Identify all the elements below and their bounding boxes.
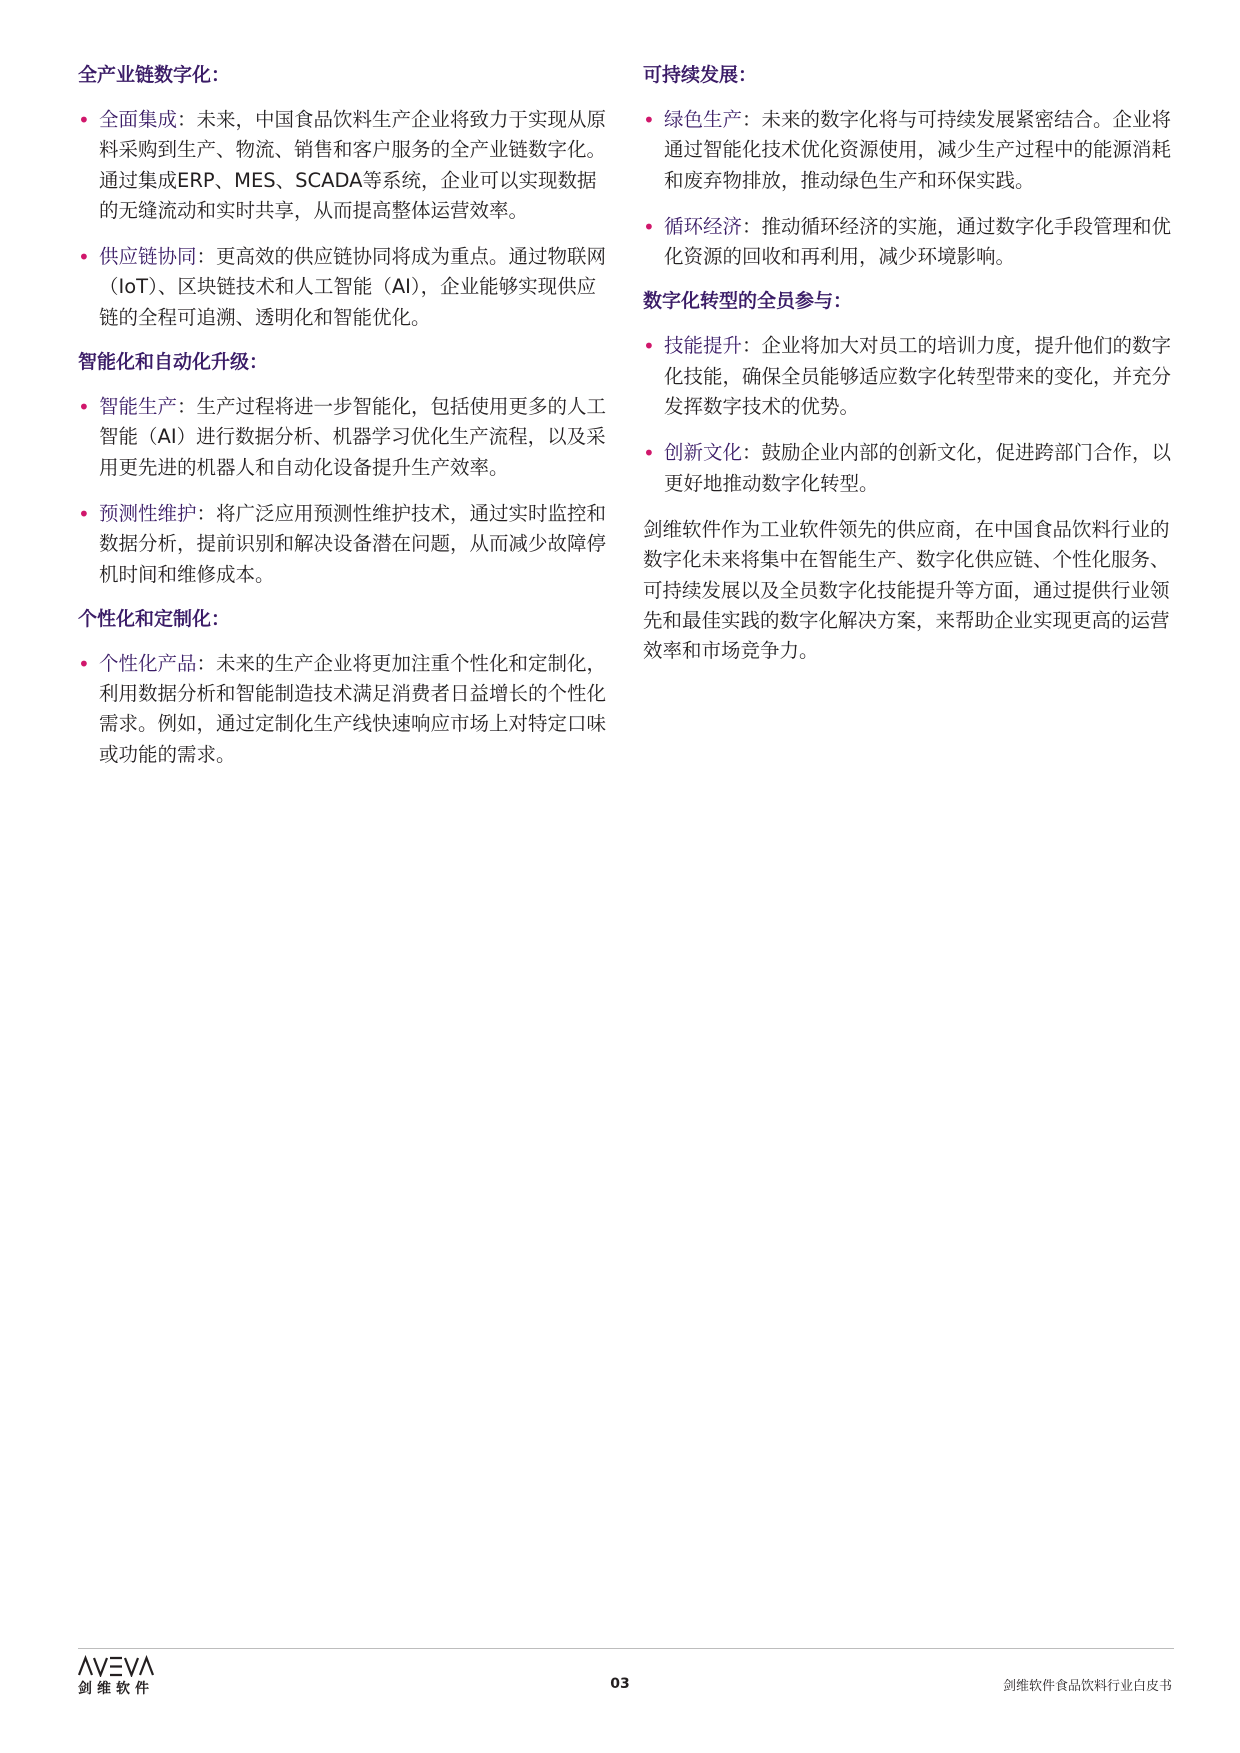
item-term: 技能提升 (664, 334, 743, 358)
item-term: 个性化产品 (99, 651, 197, 675)
list-item (643, 331, 1173, 422)
item-text: ：将广泛应用预测性维护技术，通过实时监控和数据分析，提前识别和解决设备潜在问题，从而减少故障停机时间和维修成本。 (99, 501, 607, 586)
item-text: ：未来的数字化将与可持续发展紧密结合。企业将通过智能化技术优化资源使用，减少生产过程中的能源消耗和废弃物排放，推动绿色生产和环保实践。 (664, 108, 1172, 192)
closing-paragraph: 剑维软件作为工业软件领先的供应商，在中国食品饮料行业的数字化未来将集中在智能生产、数字化供应链、个性化服务、可持续发展以及全员数字化技能提升等方面，通过提供行业领先和最佳实践的数字化解决方案，来帮助企业实现更高的运营效率和市场竞争力。 (643, 517, 1170, 663)
list-item (78, 649, 610, 770)
section-heading: 智能化和自动化升级： (78, 351, 269, 374)
logo-cn-text: 剑维软件 (78, 1681, 154, 1697)
item-text: ：更高效的供应链协同将成为重点。通过物联网（IoT）、区块链技术和人工智能（AI），企业能够实现供应链的全程可追溯、透明化和智能优化。 (99, 245, 607, 329)
list-item (643, 438, 1173, 499)
bullet-icon: • (643, 441, 655, 466)
section-heading: 数字化转型的全员参与： (643, 290, 853, 313)
bullet-icon: • (643, 108, 655, 132)
right-column (643, 62, 1173, 666)
item-term: 绿色生产 (664, 108, 743, 131)
list-item (78, 105, 610, 226)
list-item (78, 242, 610, 333)
item-text: ：未来，中国食品饮料生产企业将致力于实现从原料采购到生产、物流、销售和客户服务的全产业链数字化。通过集成ERP、MES、SCADA等系统，企业可以实现数据的无缝流动和实时共享，从而提高整体运营效率。 (99, 108, 607, 222)
item-text: ：推动循环经济的实施，通过数字化手段管理和优化资源的回收和再利用，减少环境影响。 (664, 214, 1172, 269)
list-item (78, 499, 610, 590)
item-term: 创新文化 (664, 441, 743, 465)
section-heading: 个性化和定制化： (78, 607, 231, 630)
list-item (643, 212, 1173, 273)
list-item (643, 105, 1173, 196)
item-term: 预测性维护 (99, 501, 197, 525)
section-heading: 全产业链数字化： (78, 64, 231, 86)
footer-divider (78, 1648, 1174, 1649)
bullet-icon: • (78, 395, 90, 420)
item-text: ：生产过程将进一步智能化，包括使用更多的人工智能（AI）进行数据分析、机器学习优化生产流程，以及采用更先进的机器人和自动化设备提升生产效率。 (99, 395, 607, 479)
item-term: 智能生产 (99, 395, 178, 419)
bullet-icon: • (78, 245, 90, 270)
document-title: 剑维软件食品饮料行业白皮书 (1002, 1679, 1172, 1694)
list-item (78, 392, 610, 483)
bullet-icon: • (78, 501, 90, 526)
item-text: ：鼓励企业内部的创新文化，促进跨部门合作，以更好地推动数字化转型。 (664, 441, 1172, 495)
bullet-icon: • (643, 334, 655, 359)
page-number: 03 (610, 1676, 630, 1692)
bullet-icon: • (78, 651, 90, 676)
bullet-icon: • (643, 214, 655, 239)
item-text: ：企业将加大对员工的培训力度，提升他们的数字化技能，确保全员能够适应数字化转型带来的变化，并充分发挥数字技术的优势。 (664, 334, 1172, 419)
bullet-icon: • (78, 108, 90, 132)
aveva-wordmark-icon (78, 1655, 156, 1677)
section-heading: 可持续发展： (643, 64, 758, 86)
item-term: 循环经济 (664, 214, 743, 238)
left-column (78, 62, 610, 786)
item-term: 供应链协同 (99, 245, 197, 269)
item-text: ：未来的生产企业将更加注重个性化和定制化，利用数据分析和智能制造技术满足消费者日益增长的个性化需求。例如，通过定制化生产线快速响应市场上对特定口味或功能的需求。 (99, 651, 607, 766)
item-term: 全面集成 (99, 108, 178, 131)
aveva-logo (78, 1655, 158, 1698)
